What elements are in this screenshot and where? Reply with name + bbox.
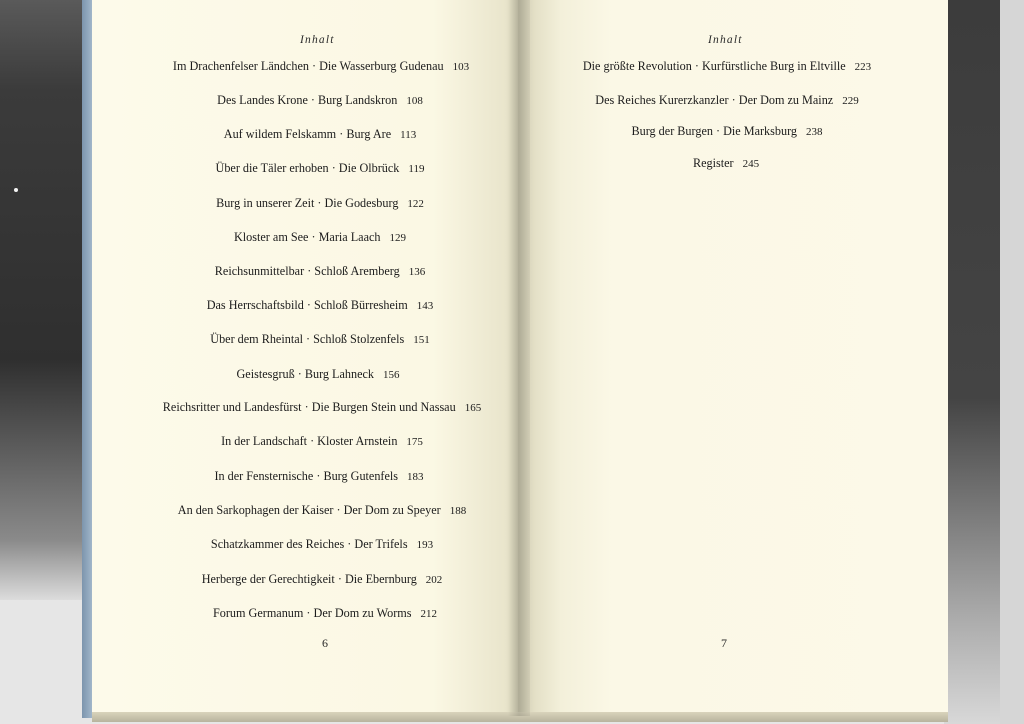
toc-entry: Das Herrschaftsbild · Schloß Bürresheim 143: [206, 298, 434, 312]
toc-entry: Register 245: [692, 156, 760, 170]
toc-entry: Des Landes Krone · Burg Landskron 108: [217, 93, 423, 107]
toc-entry: Burg in unserer Zeit · Die Godesburg 122: [216, 196, 424, 210]
book-gutter: [508, 0, 530, 716]
toc-entry: Im Drachenfelser Ländchen · Die Wasserburg Gudenau 103: [172, 59, 470, 73]
toc-entry: Die größte Revolution · Kurfürstliche Burg in Eltville 223: [582, 59, 872, 73]
dust-speck: [14, 188, 18, 192]
toc-entry: Geistesgruß · Burg Lahneck 156: [236, 367, 400, 381]
right-page-heading: Inhalt: [708, 34, 743, 46]
toc-entry: Forum Germanum · Der Dom zu Worms 212: [213, 606, 437, 620]
toc-entry: Reichsunmittelbar · Schloß Aremberg 136: [214, 264, 426, 278]
scanner-shadow-left: [0, 0, 85, 600]
scanner-edge-right: [1000, 0, 1024, 724]
left-page-heading: Inhalt: [300, 34, 335, 46]
toc-entry: Kloster am See · Maria Laach 129: [233, 230, 407, 244]
toc-entry: In der Fensternische · Burg Gutenfels 183: [214, 469, 424, 483]
toc-entry: Des Reiches Kurerzkanzler · Der Dom zu Mainz 229: [595, 93, 859, 107]
toc-entry: Schatzkammer des Reiches · Der Trifels 193: [210, 537, 434, 551]
right-page-number: 7: [721, 636, 727, 650]
toc-entry: An den Sarkophagen der Kaiser · Der Dom zu Speyer 188: [177, 503, 467, 517]
toc-entry: In der Landschaft · Kloster Arnstein 175: [221, 434, 423, 448]
right-page: [518, 0, 948, 712]
left-page: [92, 0, 518, 712]
toc-entry: Auf wildem Felskamm · Burg Are 113: [223, 127, 417, 141]
toc-entry: Herberge der Gerechtigkeit · Die Ebernburg 202: [201, 572, 443, 586]
toc-entry: Reichsritter und Landesfürst · Die Burgen Stein und Nassau 165: [162, 400, 482, 414]
toc-entry: Über die Täler erhoben · Die Olbrück 119: [215, 161, 425, 175]
left-page-number: 6: [322, 636, 328, 650]
toc-entry: Burg der Burgen · Die Marksburg 238: [631, 124, 823, 138]
toc-entry: Über dem Rheintal · Schloß Stolzenfels 151: [210, 332, 430, 346]
